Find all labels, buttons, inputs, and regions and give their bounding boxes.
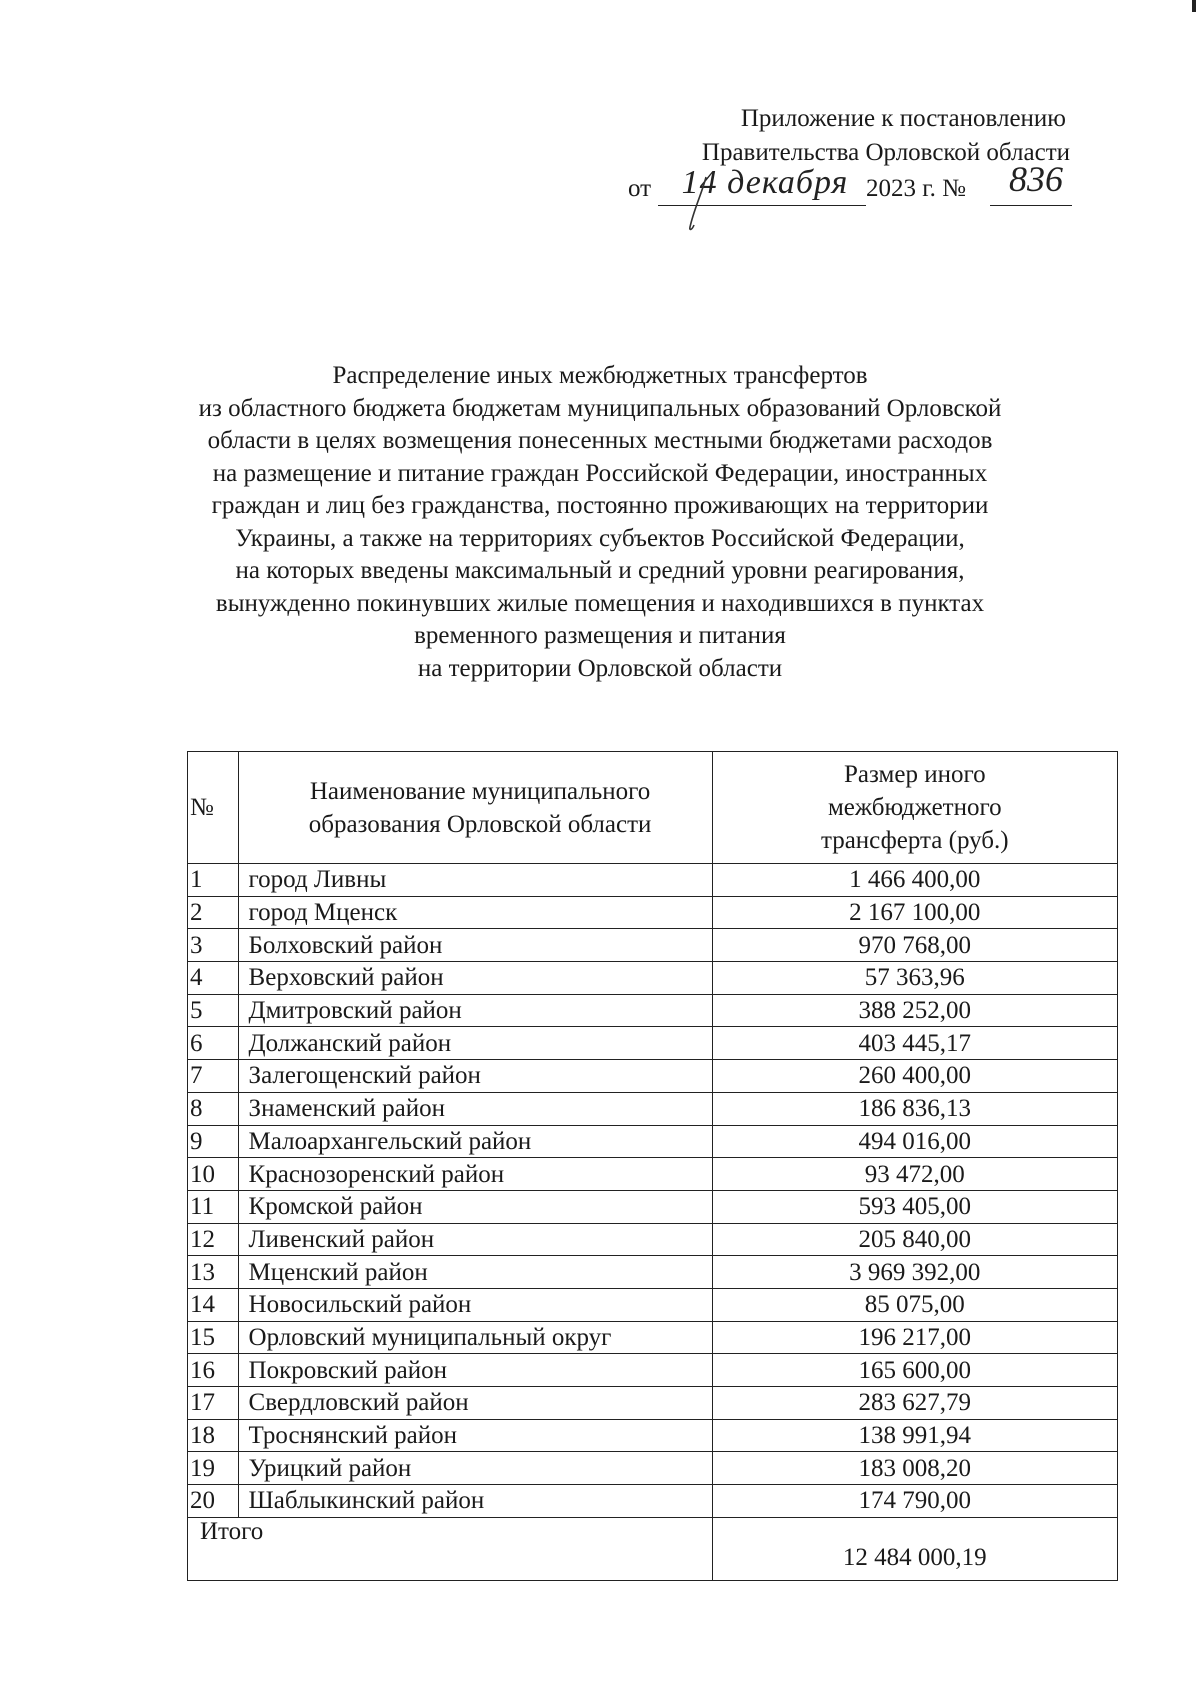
table-row	[188, 1387, 1118, 1420]
row-amount: 57 363,96	[712, 962, 1117, 995]
header-amount-line: Размер иного	[844, 761, 986, 788]
row-amount: 183 008,20	[712, 1452, 1117, 1485]
table-row	[188, 1223, 1118, 1256]
table-row	[188, 896, 1118, 929]
row-amount: 1 466 400,00	[712, 864, 1117, 897]
row-number: 5	[188, 994, 239, 1027]
row-number: 2	[188, 896, 239, 929]
row-number: 7	[188, 1060, 239, 1093]
table-row	[188, 1485, 1118, 1518]
row-amount: 165 600,00	[712, 1354, 1117, 1387]
title-line: из областного бюджета бюджетам муниципальных образований Орловской	[198, 394, 1002, 422]
row-number: 14	[188, 1288, 239, 1321]
row-amount: 174 790,00	[712, 1485, 1117, 1518]
table-row	[188, 1060, 1118, 1093]
row-number: 18	[188, 1419, 239, 1452]
title-line: Распределение иных межбюджетных трансфертов	[332, 362, 868, 389]
row-number: 9	[188, 1125, 239, 1158]
total-amount: 12 484 000,19	[712, 1517, 1117, 1580]
total-row	[188, 1517, 1118, 1580]
row-number: 20	[188, 1485, 239, 1518]
title-line: Украины, а также на территориях субъектов Российской Федерации,	[235, 524, 965, 552]
row-amount: 85 075,00	[712, 1288, 1117, 1321]
header-num: №	[188, 752, 239, 864]
scan-edge-mark	[1192, 0, 1196, 12]
row-number: 10	[188, 1158, 239, 1191]
table-row	[188, 1190, 1118, 1223]
row-municipality: Свердловский район	[238, 1387, 712, 1420]
row-number: 4	[188, 962, 239, 995]
title-line: на территории Орловской области	[417, 654, 783, 682]
table-row	[188, 1321, 1118, 1354]
number-underline	[990, 205, 1072, 206]
date-prefix: от	[628, 175, 652, 202]
row-amount: 196 217,00	[712, 1321, 1117, 1354]
signature-stroke	[684, 175, 714, 235]
header-municipality	[238, 752, 712, 864]
row-amount: 3 969 392,00	[712, 1256, 1117, 1289]
transfers-table	[187, 751, 1118, 1581]
row-number: 11	[188, 1190, 239, 1223]
row-municipality: Должанский район	[238, 1027, 712, 1060]
document-title	[150, 360, 1050, 685]
row-municipality: Малоархангельский район	[238, 1125, 712, 1158]
table-row	[188, 1419, 1118, 1452]
row-municipality: Ливенский район	[238, 1223, 712, 1256]
table-row	[188, 1354, 1118, 1387]
row-number: 6	[188, 1027, 239, 1060]
row-amount: 283 627,79	[712, 1387, 1117, 1420]
decree-date-line	[600, 159, 1070, 212]
row-municipality: Орловский муниципальный округ	[238, 1321, 712, 1354]
row-number: 1	[188, 864, 239, 897]
table-row	[188, 962, 1118, 995]
title-line: на размещение и питание граждан Российской Федерации, иностранных	[212, 459, 988, 487]
table-row	[188, 994, 1118, 1027]
row-amount: 970 768,00	[712, 929, 1117, 962]
row-municipality: Троснянский район	[238, 1419, 712, 1452]
header-municipality-line: образования Орловской области	[308, 810, 652, 838]
row-number: 8	[188, 1092, 239, 1125]
title-line: вынужденно покинувших жилые помещения и находившихся в пунктах	[215, 589, 985, 617]
appendix-line-1: Приложение к постановлению	[740, 105, 1066, 132]
row-amount: 2 167 100,00	[712, 896, 1117, 929]
row-number: 19	[188, 1452, 239, 1485]
table-row	[188, 1092, 1118, 1125]
row-municipality: Верховский район	[238, 962, 712, 995]
table-row	[188, 1027, 1118, 1060]
title-line: граждан и лиц без гражданства, постоянно проживающих на территории	[211, 492, 989, 519]
row-amount: 260 400,00	[712, 1060, 1117, 1093]
title-line: на которых введены максимальный и средний уровни реагирования,	[235, 557, 965, 584]
handwritten-decree-number: 836	[1009, 159, 1063, 199]
handwritten-date: 14 декабря	[681, 164, 849, 201]
row-number: 3	[188, 929, 239, 962]
table-body	[188, 864, 1118, 1518]
appendix-line-2: Правительства Орловской области	[701, 139, 1070, 166]
row-municipality: Мценский район	[238, 1256, 712, 1289]
header-amount-line: межбюджетного	[827, 794, 1002, 821]
header-amount-line: трансферта (руб.)	[820, 827, 1009, 854]
row-municipality: Дмитровский район	[238, 994, 712, 1027]
row-municipality: Шаблыкинский район	[238, 1485, 712, 1518]
row-number: 13	[188, 1256, 239, 1289]
row-municipality: Болховский район	[238, 929, 712, 962]
header-amount	[712, 752, 1117, 864]
appendix-header	[600, 102, 1070, 212]
row-amount: 138 991,94	[712, 1419, 1117, 1452]
row-municipality: город Ливны	[238, 864, 712, 897]
header-municipality-line: Наименование муниципального	[309, 777, 651, 805]
row-amount: 205 840,00	[712, 1223, 1117, 1256]
table-row	[188, 1288, 1118, 1321]
row-number: 12	[188, 1223, 239, 1256]
row-municipality: Кромской район	[238, 1190, 712, 1223]
row-municipality: Знаменский район	[238, 1092, 712, 1125]
table-row	[188, 864, 1118, 897]
row-number: 15	[188, 1321, 239, 1354]
row-number: 16	[188, 1354, 239, 1387]
year-number-label: 2023 г. №	[866, 175, 967, 202]
row-municipality: Покровский район	[238, 1354, 712, 1387]
table-row	[188, 1452, 1118, 1485]
total-label: Итого	[188, 1517, 713, 1580]
table-row	[188, 1158, 1118, 1191]
table-row	[188, 1256, 1118, 1289]
row-municipality: Новосильский район	[238, 1288, 712, 1321]
row-municipality: Залегощенский район	[238, 1060, 712, 1093]
row-amount: 186 836,13	[712, 1092, 1117, 1125]
row-municipality: Краснозоренский район	[238, 1158, 712, 1191]
row-amount: 494 016,00	[712, 1125, 1117, 1158]
row-amount: 93 472,00	[712, 1158, 1117, 1191]
row-amount: 388 252,00	[712, 994, 1117, 1027]
table-header-row	[188, 752, 1118, 864]
row-amount: 593 405,00	[712, 1190, 1117, 1223]
row-number: 17	[188, 1387, 239, 1420]
row-municipality: Урицкий район	[238, 1452, 712, 1485]
title-line: области в целях возмещения понесенных местными бюджетами расходов	[207, 427, 993, 454]
table-row	[188, 1125, 1118, 1158]
title-line: временного размещения и питания	[414, 622, 786, 649]
table-row	[188, 929, 1118, 962]
row-amount: 403 445,17	[712, 1027, 1117, 1060]
row-municipality: город Мценск	[238, 896, 712, 929]
